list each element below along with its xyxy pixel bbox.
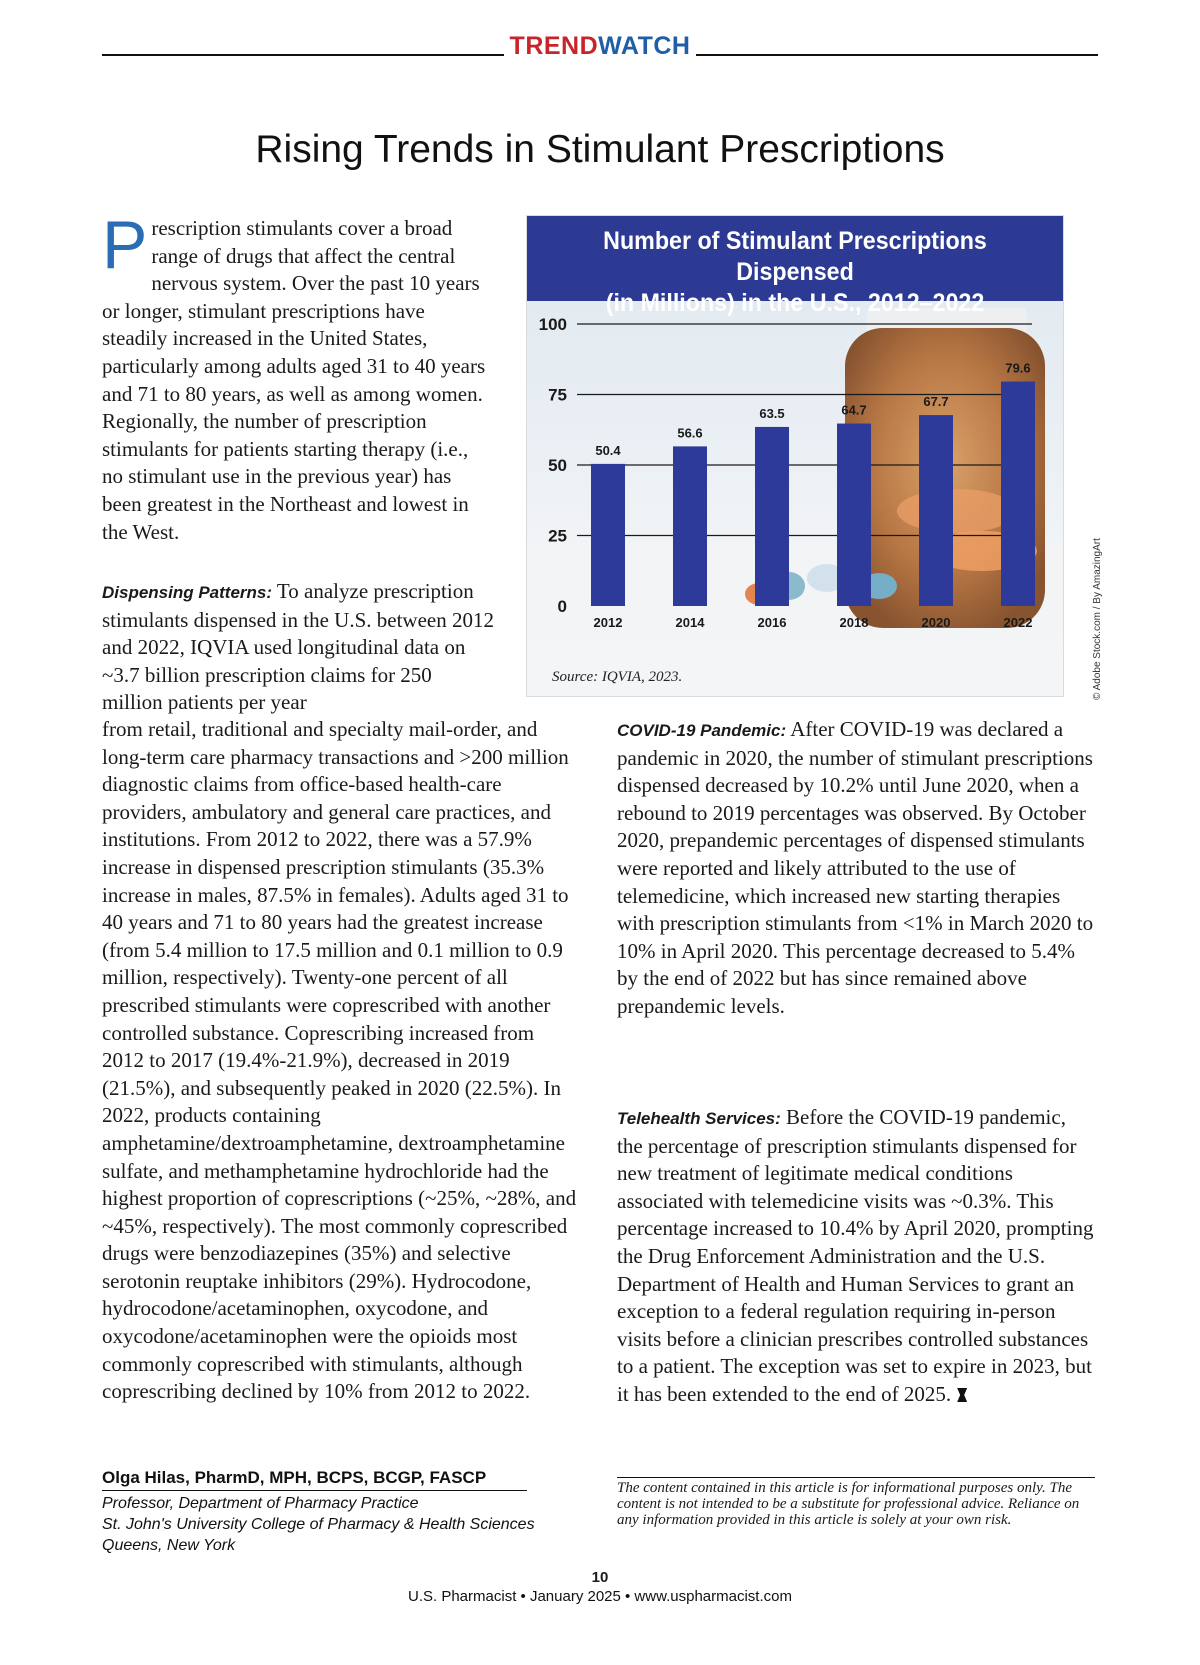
author-role: Professor, Department of Pharmacy Practice xyxy=(102,1495,419,1512)
stimulant-prescriptions-chart xyxy=(526,215,1064,697)
intro-paragraph xyxy=(102,207,494,546)
bar-2016 xyxy=(755,427,789,606)
covid-label: COVID-19 Pandemic: xyxy=(617,721,787,740)
value-label-2014: 56.6 xyxy=(677,425,703,441)
dispensing-text-b: from retail, traditional and specialty mail-order, and long-term care pharmacy transactions and >200 million diagnostic claims from office-based health-care providers, ambulatory and general care practices, and institutions. From 2012 to 2022, there was a 57.9% increase in dispensed prescription stimulants (35.3% increase in males, 87.5% in females). Adults aged 31 to 40 years and 71 to 80 years had the greatest increase (from 5.4 million to 17.5 million and 0.1 million to 0.9 million, respectively). Twenty-one percent of all prescribed stimulants were coprescribed with another controlled substance. Coprescribing increased from 2012 to 2017 (19.4%-21.9%), decreased in 2019 (21.5%), and subsequently peaked in 2020 (22.5%). In 2022, products containing amphetamine/dextroamphetamine, dextroamphetamine sulfate, and methamphetamine hydrochloride had the highest proportion of coprescriptions (~25%, ~28%, and ~45%, respectively). The most commonly coprescribed drugs were benzodiazepines (35%) and selective serotonin reuptake inhibitors (29%). Hydrocodone, hydrocodone/acetaminophen, oxycodone, and oxycodone/acetaminophen were the opioids most commonly coprescribed with stimulants, although coprescribing declined by 10% from 2012 to 2022. xyxy=(102,717,577,1404)
chart-title-line2: (in Millions) in the U.S., 2012–2022 xyxy=(605,289,985,317)
x-tick-label-2014: 2014 xyxy=(675,615,705,630)
photo-credit: © Adobe Stock.com / By AmazingArt xyxy=(1092,538,1103,700)
bar-2012 xyxy=(591,464,625,606)
covid-text: After COVID-19 was declared a pandemic in 2020, the number of stimulant prescriptions dispensed decreased by 10.2% until June 2020, when a rebound to 2019 percentages was observed. By October 2020, prepandemic percentages of dispensed stimulants were reported and likely attributed to the use of telemedicine, which increased new starting therapies with prescription stimulants from <1% in March 2020 to 10% in April 2020. This percentage decreased to 5.4% by the end of 2022 but has since remained above prepandemic levels. xyxy=(617,717,1094,1018)
y-tick-label: 75 xyxy=(548,385,567,405)
footer-line: U.S. Pharmacist • January 2025 • www.uspharmacist.com xyxy=(408,1588,792,1605)
telehealth-label: Telehealth Services: xyxy=(617,1109,781,1128)
masthead-trend: TREND xyxy=(509,32,599,60)
masthead xyxy=(0,32,1200,60)
author-location: Queens, New York xyxy=(102,1537,236,1554)
bar-2014 xyxy=(673,446,707,606)
x-tick-label-2018: 2018 xyxy=(839,615,869,630)
telehealth-paragraph xyxy=(617,1104,1095,1409)
intro-text: rescription stimulants cover a broad range of drugs that affect the central nervous system. Over the past 10 years or longer, stimulant prescriptions have steadily increased in the United States, particularly among adults aged 31 to 40 years and 71 to 80 years, as well as among women. Regionally, the number of prescription stimulants for patients starting therapy (i.e., no stimulant use in the previous year) has been greatest in the Northeast and lowest in the West. xyxy=(102,216,486,544)
x-tick-label-2012: 2012 xyxy=(593,615,623,630)
drop-cap: P xyxy=(102,207,148,283)
dispensing-paragraph-continued xyxy=(102,716,580,1406)
author-name: Olga Hilas, PharmD, MPH, BCPS, BCGP, FASCP xyxy=(102,1468,487,1487)
chart-title-line1: Number of Stimulant Prescriptions Dispensed xyxy=(603,227,987,286)
x-tick-label-2016: 2016 xyxy=(757,615,787,630)
y-tick-label: 50 xyxy=(548,456,567,475)
disclaimer-rule xyxy=(617,1477,1095,1478)
y-tick-label: 25 xyxy=(548,526,567,546)
disclaimer: The content contained in this article is for informational purposes only. The content is not intended to be a substitute for professional advice. Reliance on any information provided in this article is solely at your own risk. xyxy=(617,1480,1080,1528)
masthead-watch: WATCH xyxy=(598,32,691,60)
page-title: Rising Trends in Stimulant Prescriptions xyxy=(255,128,945,171)
y-tick-label: 0 xyxy=(557,597,567,616)
chart-title-banner xyxy=(527,216,1063,317)
pill-bottle-illustration xyxy=(745,308,1045,628)
dispensing-label: Dispensing Patterns: xyxy=(102,583,273,602)
value-label-2012: 50.4 xyxy=(595,442,621,458)
author-institution: St. John's University College of Pharmacy & Health Sciences xyxy=(102,1516,535,1533)
covid-paragraph xyxy=(617,716,1095,1021)
dispensing-paragraph-start xyxy=(102,578,494,717)
telehealth-text: Before the COVID-19 pandemic, the percentage of prescription stimulants dispensed for new treatment of legitimate medical conditions associated with telemedicine visits was ~0.3%. This percentage increased to 10.4% by April 2020, prompting the Drug Enforcement Administration and the U.S. Department of Health and Human Services to grant an exception to a federal regulation requiring in-person visits before a clinician prescribes controlled substances to a patient. The exception was set to expire in 2023, but it has been extended to the end of 2025. xyxy=(617,1105,1094,1406)
chart-source: Source: IQVIA, 2023. xyxy=(552,669,683,685)
value-label-2020: 67.7 xyxy=(923,394,949,410)
page-number: 10 xyxy=(591,1569,609,1586)
x-tick-label-2020: 2020 xyxy=(921,615,951,630)
value-label-2022: 79.6 xyxy=(1005,360,1031,376)
x-tick-label-2022: 2022 xyxy=(1003,615,1033,630)
bar-2018 xyxy=(837,424,871,606)
author-rule xyxy=(102,1490,527,1491)
dispensing-text-a: To analyze prescription stimulants dispensed in the U.S. between 2012 and 2022, IQVIA used longitudinal data on ~3.7 billion prescription claims for 250 million patients per year xyxy=(102,579,494,715)
bar-2022 xyxy=(1001,382,1035,606)
value-label-2016: 63.5 xyxy=(759,405,785,421)
chart-title xyxy=(546,226,1044,319)
y-tick-label: 100 xyxy=(538,315,567,334)
end-of-article-icon xyxy=(957,1388,967,1402)
value-label-2018: 64.7 xyxy=(841,402,867,418)
bar-2020 xyxy=(919,415,953,606)
